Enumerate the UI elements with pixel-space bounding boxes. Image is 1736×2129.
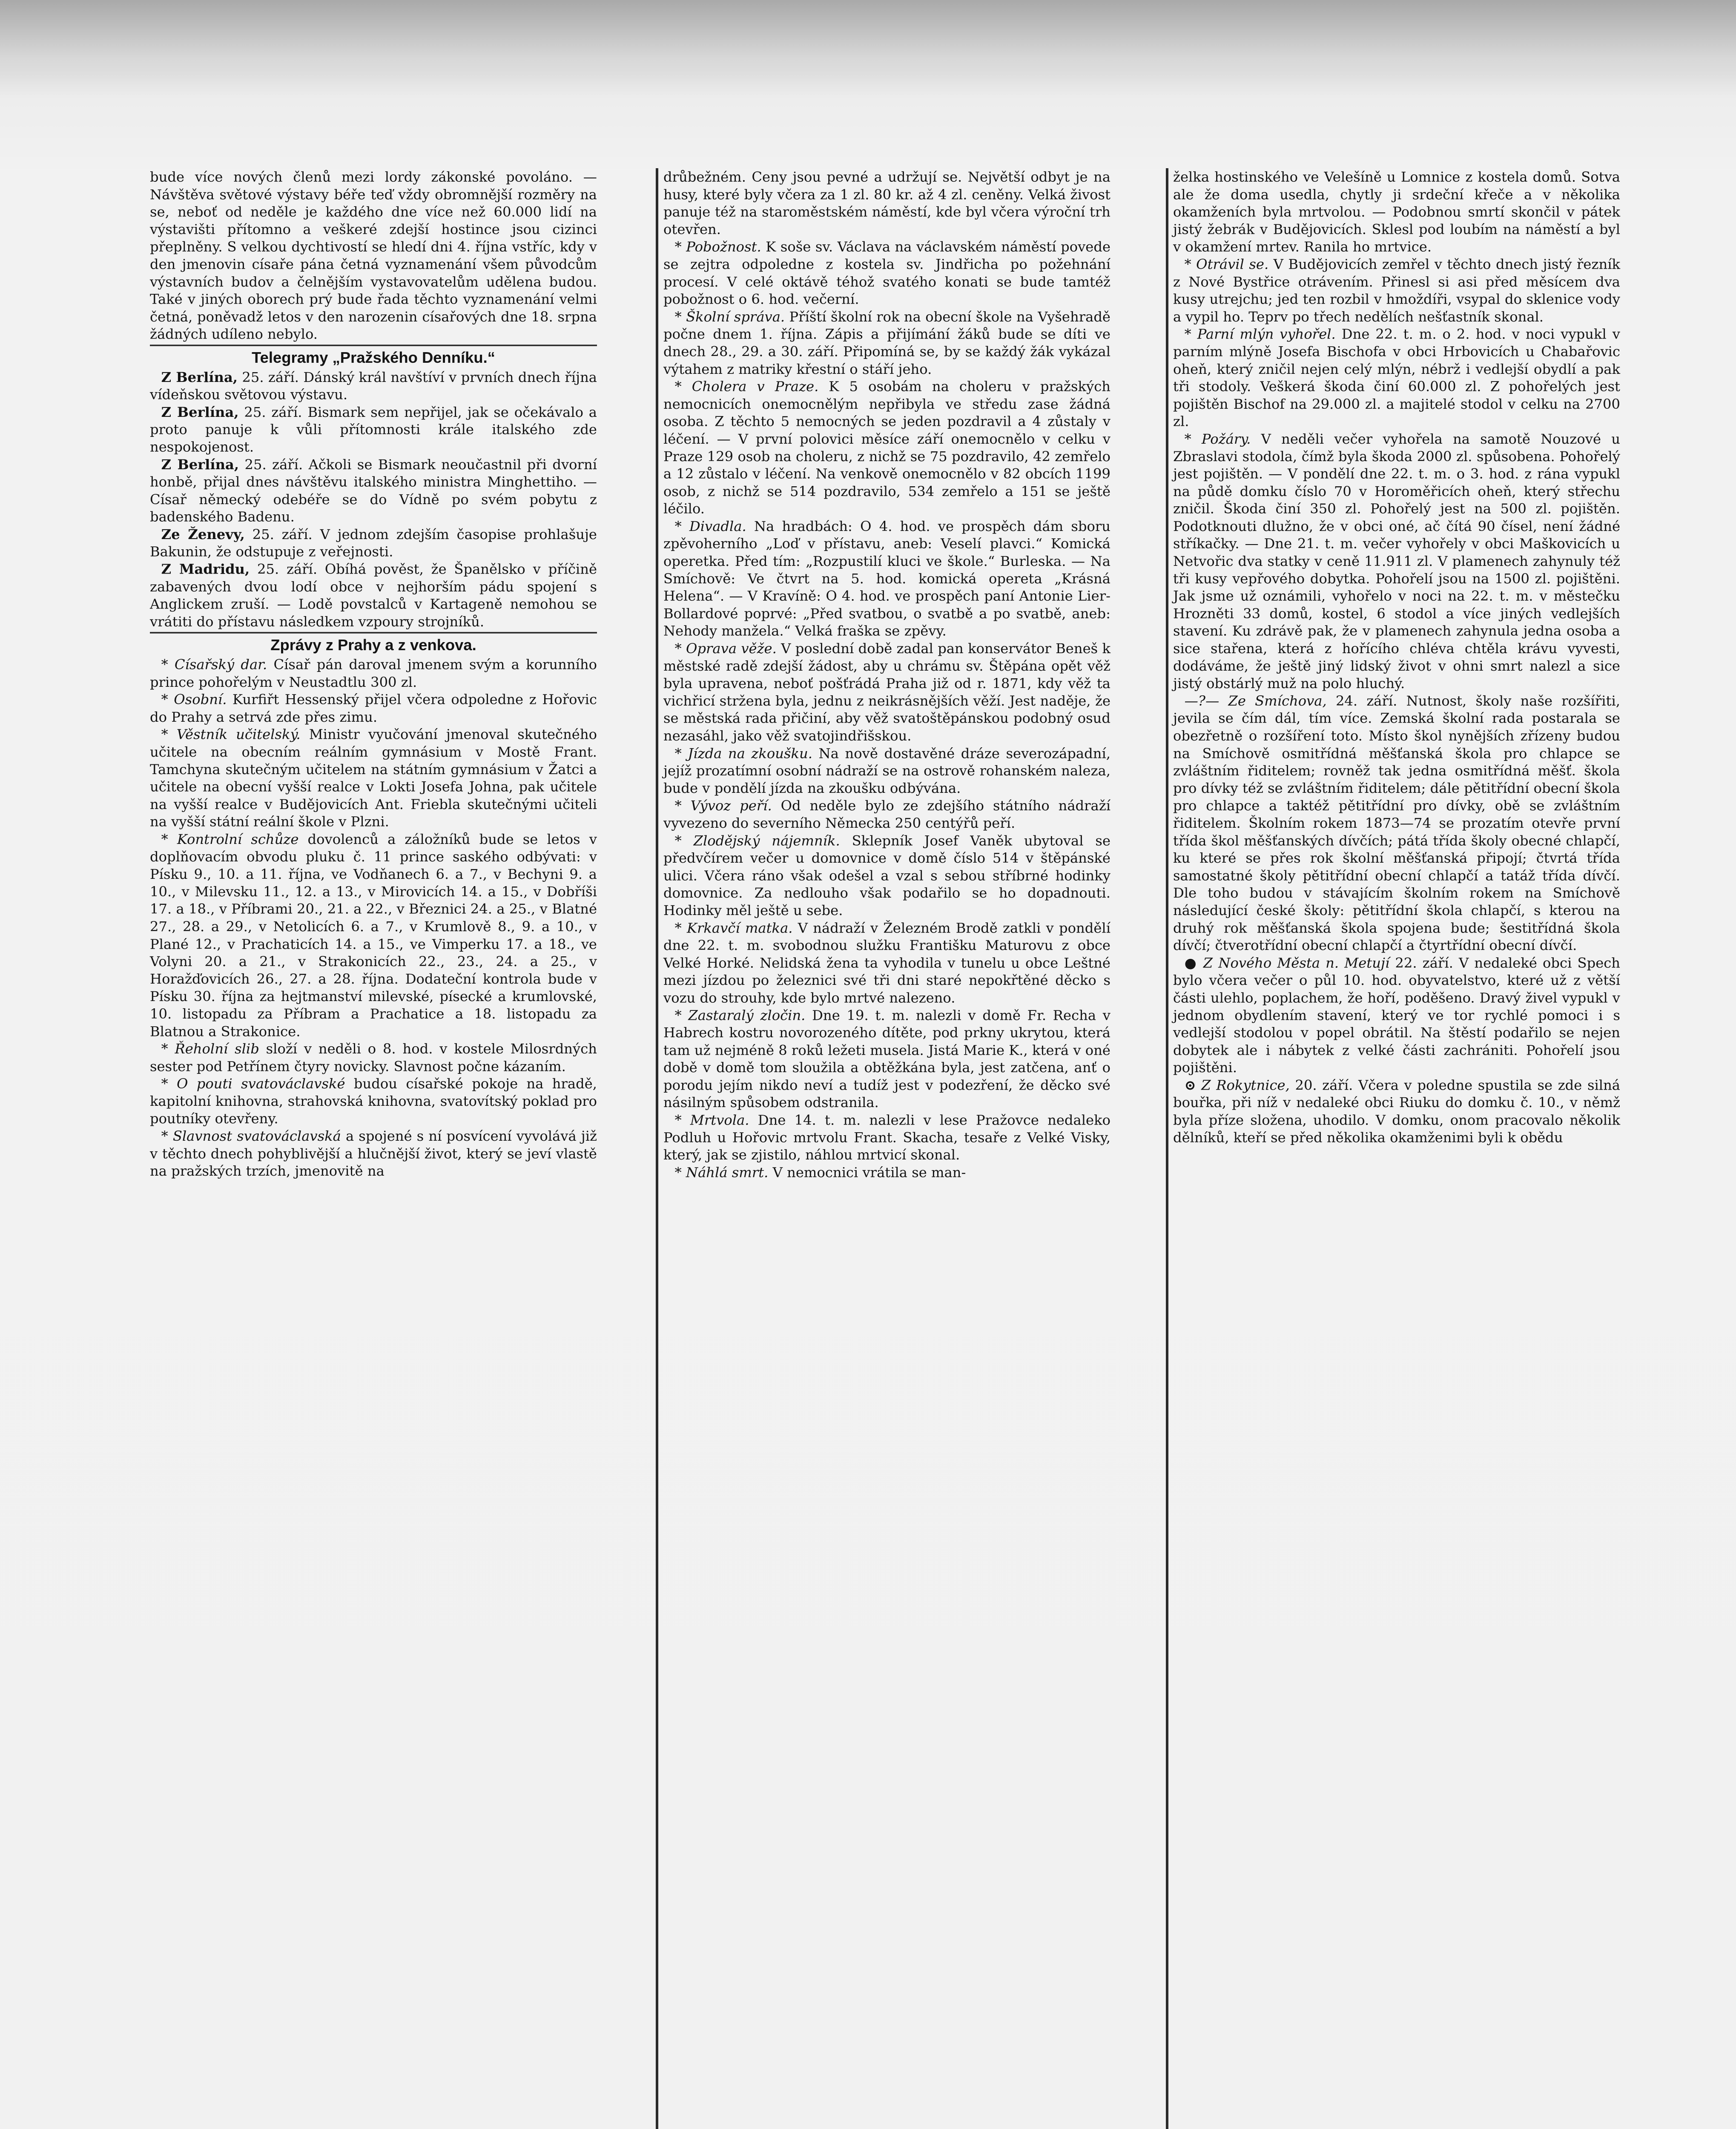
bullet-icon: ● [1184, 955, 1198, 971]
news-text: Na nově dostavěné dráze severozápadní, jejíž prozatímní osobní nádraží se na ostrově rohanském naleza, bude v pondělí jízda na zkoušku odbývána. [663, 745, 1110, 796]
news-item [663, 832, 1110, 919]
article-continuation-markets: drůbežném. Ceny jsou pevné a udržují se. Největší odbyt je na husy, které byly včera za 1 zl. 80 kr. až 4 zl. ceněny. Velká živost panuje též na staroměstském náměstí, kde byl včera výroční trh otevřen. [663, 169, 1110, 238]
news-text: K soše sv. Václava na václavském náměstí povede se zejtra odpoledne z kostela sv. Jindřicha po požehnání procesí. V celé oktávě téhož svatého konati se bude tamtéž pobožnost o 6. hod. večerní. [663, 238, 1110, 307]
telegram-berlin-2 [150, 403, 597, 456]
news-caption: * Divadla. [674, 518, 746, 534]
telegram-text: 25. září. Bismark sem nepřijel, jak se očekávalo a proto panuje k vůli přítomnosti krále italského zde nespokojenost. [150, 404, 597, 455]
news-text: složí v neděli o 8. hod. v kostele Milosrdných sester pod Petřínem čtyry novicky. Slavnost počne kázaním. [150, 1040, 597, 1074]
news-text: Dne 22. t. m. o 2. hod. v noci vypukl v parním mlýně Josefa Bischofa v obci Hrbovicích u Chabařovic oheň, který zničil nejen celý mlýn, nébrž i vedlejší obydlí a pak tři stodoly. Veškerá škoda činí 60.000 zl. Z pohořelých jest pojištěn Bischof na 29.000 zl. a majitelé stodol v celku na 2700 zl. [1173, 326, 1620, 430]
heading-telegrams: Telegramy „Pražského Denníku.“ [252, 349, 495, 367]
telegram-text: 25. září. Ačkoli se Bismark neoučastnil při dvorní honbě, přijal dnes návštěvu italského ministra Minghettiho. — Císař německý odebéře se do Vídně po svém pobytu z badenského Badenu. [150, 456, 597, 525]
dateline: Z Berlína, [161, 404, 239, 420]
news-text: V nádraží v Železném Brodě zatkli v pondělí dne 22. t. m. svobodnou služku Františku Maturovu z obce Velké Horké. Nelidská žena ta vyhodila v tunelu u obce Leštné mezi jízdou po železnici své tři dni staré nepokřtěné děcko s vozu do strouhy, kde bylo mrtvé nalezeno. [663, 920, 1110, 1006]
dateline: Z Berlína, [161, 369, 238, 385]
news-text: a spojené s ní posvícení vyvolává již v těchto dnech pohyblivější a hlučnější život, který se jeví vlastě na pražských trzích, jmenovitě na [150, 1128, 597, 1179]
news-item [150, 1128, 597, 1180]
news-caption: * O pouti svatováclavské [161, 1075, 345, 1092]
news-item [1173, 692, 1620, 954]
news-caption: * Krkavčí matka. [674, 920, 793, 936]
news-caption: * Věstník učitelský. [161, 726, 301, 743]
news-item [1173, 1076, 1620, 1146]
news-text: Dne 14. t. m. nalezli v lese Pražovce nedaleko Podluh u Hořovic mrtvolu Frant. Skacha, tesaře z Velké Visky, který, jak se zjistilo, náhlou mrtvicí skonal. [663, 1112, 1110, 1163]
news-text: Od neděle bylo ze zdejšího státního nádraží vyvezeno do severního Německa 250 centýřů peří. [663, 797, 1111, 831]
column-3 [1173, 168, 1620, 1146]
news-text: V nemocnici vrátila se man- [772, 1164, 966, 1181]
news-text: dovolenců a záložníků bude se letos v doplňovacím obvodu pluku č. 11 prince saského odbývati: v Písku 9., 10. a 11. října, ve Vodňanech 6. a 7., v Bechyni 9. a 10., v Milevsku 11., 12. a 13., v Mirovicích 14. a 15., v Dobříši 17. a 18., v Příbrami 20., 21. a 22., v Březnici 24. a 25., v Blatné 27., 28. a 29., v Netolicích 6. a 7., v Krumlově 8., 9. a 10., v Plané 12., v Prachaticích 14. a 15., ve Vimperku 17. a 18., ve Volyni 20. a 21., v Strakonicích 22., 23., 24. a 25., v Horažďovicích 26., 27. a 28. října. Dodateční kontrola bude v Písku 30. října za hejtmanství milevské, písecké a krumlovské, 10. listopadu za Příbram a Prachatice a 18. listopadu za Blatnou a Strakonice. [150, 831, 597, 1039]
news-text: Kurfiřt Hessenský přijel včera odpoledne z Hořovic do Prahy a setrvá zde přes zimu. [150, 691, 597, 725]
news-text: K 5 osobám na choleru v pražských nemocnicích onemocnělým nepřibyla ve středu zase žádná osoba. Z těchto 5 nemocných se jeden pozdravil a 4 zůstaly v léčení. — V první polovici měsíce září onemocnělo v celku v Praze 129 osob na choleru, z nichž se 75 pozdravilo, 42 zemřelo a 12 zůstalo v léčení. Na venkově onemocnělo v 82 obcích 1199 osob, z nichž se 514 pozdravilo, 534 zemřelo a 151 se ještě léčilo. [663, 378, 1110, 517]
news-item [663, 1111, 1110, 1164]
news-text: 24. září. Nutnost, školy naše rozšířiti, jevila se čím dál, tím více. Zemská školní rada postarala se obezřetně o rozšíření toto. Místo škol nynějších zřízeny budou na Smíchově osmitřídná měšťanská škola pro chlapce se zvláštním řiditelem; rovněž tak jedna osmitřídná měšť. škola pro dívky též se zvláštním řiditelem; dále pětitřídní obecní škola pro chlapce a taktéž pětitřídní pro dívky, obě se zvláštním řiditelem. Školním rokem 1873—74 se prozatím otevře první třída škol měšťanských dívčích; pátá třída školy obecné chlapčí, ku které se přes rok školní měšťanská připojí; čtvrtá třída samostatné školy pětitřídní obecní chlapčí a tatáž třída dívčí. Dle toho budou v stávajícím školním rokem na Smíchově následující české školy: pětitřídní škola chlapčí, s kterou na druhý rok měšťanská škola spojena bude; šestitřídná škola dívčí; čtverotřídní obecní chlapčí a čtyrtřídní obecní dívčí. [1173, 692, 1621, 953]
article-continuation-deaths: želka hostinského ve Velešíně u Lomnice z kostela domů. Sotva ale že doma usedla, chytly ji srdeční křeče a v několika okamženích byla mrtvolou. — Podobnou smrtí skončil v pátek jistý žebrák v Budějovicích. Sklesl pod loubím na náměstí a byl v okamžení mrtev. Ranila ho mrtvice. [1173, 169, 1620, 255]
news-text: Na hradbách: O 4. hod. ve prospěch dám sboru zpěvoherního „Loď v přístavu, aneb: Veselí plavci.“ Komická operetka. Před tím: „Rozpustilí kluci ve škole.“ Burleska. — Na Smíchově: Ve čtvrt na 5. hod. komická opereta „Krásná Helena“. — V Kravíně: O 4. hod. ve prospěch paní Antonie Lier-Bollardové poprvé: „Před svatbou, o svatbě a po svatbě, aneb: Nehody manžela.“ Velká fraška se zpěvy. [663, 518, 1111, 639]
news-item [663, 308, 1110, 378]
news-item [150, 1040, 597, 1075]
news-item [150, 830, 597, 1040]
news-item [150, 656, 597, 691]
news-caption: —?— Ze Smíchova, [1184, 692, 1327, 709]
news-text: 20. září. Včera v poledne spustila se zde silná bouřka, při níž v nedaleké obci Riuku do domku č. 10., v němž byla příze složena, uhodilo. V domku, onom pracovalo několik dělníků, kteří se před několika okamženimi byli k obědu [1173, 1077, 1620, 1146]
news-item [663, 1007, 1110, 1111]
telegram-text: 25. září. V jednom zdejším časopise prohlašuje Bakunin, že odstupuje z veřejnosti. [150, 526, 597, 560]
news-item [1173, 954, 1620, 1076]
news-text: Ministr vyučování jmenoval skutečného učitele na obecním reálním gymnásium v Mostě Frant. Tamchyna skutečným učitelem na státním gymnásium v Žatci a učitele na obecní vyšší realce v Lokti Josefa Johna, pak učitele na vyšší realce v Budějovicích Ant. Friebla skutečnými učiteli na vyšší státní reální škole v Plzni. [150, 726, 597, 830]
news-item [1173, 325, 1620, 430]
news-text: Císař pán daroval jmenem svým a korunního prince pohořelým v Neustadtlu 300 zl. [150, 656, 597, 690]
news-caption: * Náhlá smrt. [674, 1164, 769, 1181]
telegram-berlin-3 [150, 456, 597, 525]
section-divider [150, 344, 597, 346]
news-caption: * Otrávil se. [1184, 256, 1269, 273]
section-divider [150, 632, 597, 634]
news-text: budou císařské pokoje na hradě, kapitolní knihovna, strahovská knihovna, svatovítský poklad pro poutníky otevřeny. [150, 1075, 597, 1127]
news-item [663, 797, 1110, 832]
news-caption: * Slavnost svatováclavská [161, 1128, 341, 1144]
news-caption: * Řeholní slib [161, 1040, 259, 1057]
news-caption: * Oprava věže. [674, 640, 777, 657]
news-caption: * Školní správa. [674, 308, 785, 325]
column-1 [150, 168, 597, 1180]
news-text: V Budějovicích zemřel v těchto dnech jistý řezník z Nové Bystřice otrávením. Přinesl si asi před měsícem dva kusy utrejchu; jed ten rozbil v hmoždíři, vsypal do sklenice vody a vypil ho. Teprv po třech nedělích nešťastník skonal. [1173, 256, 1620, 325]
scan-top-edge [0, 0, 1736, 98]
target-bullet-icon: ⊙ [1184, 1077, 1196, 1093]
column-rule-1 [656, 168, 658, 2129]
news-text: V poslední době zadal pan konservátor Beneš k městské radě zdejší žádost, aby u chrámu sv. Štěpána opět věž byla upravena, neboť pošťrádá Praha již od r. 1871, kdy věž ta vichřicí stržena byla, jednu z neikrásnějších věží. Jest naděje, že se městská rada přičiní, aby věž svatoštěpánskou podobný osud nezasáhl, jako věž svatojindřišskou. [663, 640, 1110, 744]
news-caption: * Císařský dar. [161, 656, 267, 673]
news-text: 22. září. V nedaleké obci Spech bylo včera večer o půl 10. hod. obyvatelstvo, které už z větší části ulehlo, poplachem, že hoří, poděšeno. Dravý živel vypukl v jednom obydlením stavení, který ve tor rychlé pomoci i s vedlejší stodolou v popel obrátil. Na štěstí podařilo se nejen dobytek ale i nábytek z velké části zachrániti. Pohořelí jsou pojištěni. [1173, 955, 1621, 1076]
news-caption: * Vývoz peří. [674, 797, 772, 814]
news-caption: * Osobní. [161, 691, 227, 708]
dateline: Ze Ženevy, [161, 526, 245, 542]
news-item [1173, 430, 1620, 692]
news-item [663, 640, 1110, 744]
dateline: Z Berlína, [161, 456, 239, 473]
telegram-text: 25. září. Dánský král navštíví v prvních dnech října vídeňskou světovou výstavu. [150, 369, 597, 403]
telegram-geneva [150, 525, 597, 560]
news-caption: * Mrtvola. [674, 1112, 749, 1128]
news-caption: Z Nového Města n. Metují [1203, 955, 1390, 971]
news-text: Sklepník Josef Vaněk ubytoval se předvčírem večer u domovnice v domě číslo 514 v štěpánské ulici. Včera ráno však odešel a vzal s sebou stříbrné hodinky domovnice. Za nedlouho však podařilo se ho dopadnouti. Hodinky měl ještě u sebe. [663, 832, 1110, 918]
telegram-berlin-1 [150, 368, 597, 403]
column-rule-2 [1166, 168, 1168, 2129]
news-item [1173, 255, 1620, 325]
news-item [150, 691, 597, 726]
news-caption: * Parní mlýn vyhořel. [1184, 326, 1336, 342]
news-item [150, 1075, 597, 1128]
column-2 [663, 168, 1110, 1181]
news-item [663, 378, 1110, 517]
dateline: Z Madridu, [161, 561, 250, 577]
news-item [663, 238, 1110, 308]
news-text: Příští školní rok na obecní škole na Vyšehradě počne dnem 1. října. Zápis a přijímání žáků bude se díti ve dnech 28., 29. a 30. září. Připomíná se, by se každý žák vykázal výtahem z matriky křestní o stáří jeho. [663, 308, 1110, 377]
telegram-madrid [150, 560, 597, 630]
news-item [663, 517, 1110, 640]
news-caption: * Cholera v Praze. [674, 378, 819, 395]
news-caption: * Kontrolní schůze [161, 831, 299, 847]
news-item [663, 745, 1110, 797]
news-text: V neděli večer vyhořela na samotě Nouzové u Zbraslavi stodola, čímž byla škoda 2000 zl. spůsobena. Pohořelý jest pojištěn. — V pondělí dne 22. t. m. o 3. hod. z rána vypukl na půdě domku číslo 70 v Horoměřicích oheň, který střechu zničil. Škoda činí 350 zl. Pohořelý jest na 500 zl. pojištěn. Podotknouti dlužno, že v obci oné, ač čítá 90 čísel, není žádné stříkačky. — Dne 21. t. m. večer vyhořely v obci Maškovicích u Netvořic dva statky v ceně 11.911 zl. V plamenech zahynuly též tři kusy vepřového dobytka. Pohořelí jsou na 1500 zl. pojištěni. Jak jsme už oznámili, vyhořelo v noci na 22. t. m. v městečku Hrozněti 33 domů, kostel, 6 stodol a více jiných vedlejších stavení. Ku zdrávě pak, že v plamenech zahynula jedna osoba a sice stařena, která z hořícího chléva chtěla krávu vyvesti, dodáváme, že ještě jiný lidský život v ohni smrt nalezl a sice jistý obstárlý muž na polo hluchý. [1173, 430, 1620, 691]
news-item [663, 1164, 1110, 1181]
heading-news-prague: Zprávy z Prahy a z venkova. [270, 637, 476, 654]
news-caption: * Zlodějský nájemník. [674, 832, 840, 849]
news-caption: * Jízda na zkoušku. [674, 745, 812, 761]
news-caption: * Pobožnost. [674, 238, 761, 255]
news-text: Dne 19. t. m. nalezli v domě Fr. Recha v Habrech kostru novorozeného dítěte, pod prkny ukrytou, která tam už nejméně 8 roků ležeti musela. Jistá Marie K., která v oné době v domě tom sloužila a obtěžkána byla, jest zatčena, anť o porodu jejím nikdo neví a tudíž jest v podezření, že děcko své násilným spůsobem odstranila. [663, 1007, 1110, 1111]
news-item [150, 726, 597, 830]
article-continuation-lords: bude více nových členů mezi lordy zákonské povoláno. — Návštěva světové výstavy béře teď vždy obromnější rozměry na se, neboť od neděle je každého dne více než 60.000 lidí na výstavišti přítomno a veškeré zdejší hostince jsou cizinci přeplněny. S velkou dychtivostí se hledí dni 4. října vstříc, kdy v den jmenovin císaře pána četná vyznamenání všem původcům výstavních budov a čelnějším vystavovatelům udělena budou. Také v jiných oborech prý bude řada těchto vyznamenání velmi četná, poněvadž letos v den narozenin císařových dne 18. srpna žádných udíleno nebylo. [150, 169, 597, 342]
telegram-text: 25. září. Obíhá pověst, že Španělsko v příčině zabavených dvou lodí obce v nejhorším pádu spojení s Anglickem zruší. — Lodě povstalců v Kartageně nemohou se vrátiti do přístavu následkem vzpoury strojníků. [150, 561, 597, 630]
news-caption: * Požáry. [1184, 430, 1251, 447]
news-caption: * Zastaralý zločin. [674, 1007, 806, 1023]
news-caption: Z Rokytnice, [1201, 1077, 1290, 1093]
news-item [663, 919, 1110, 1007]
